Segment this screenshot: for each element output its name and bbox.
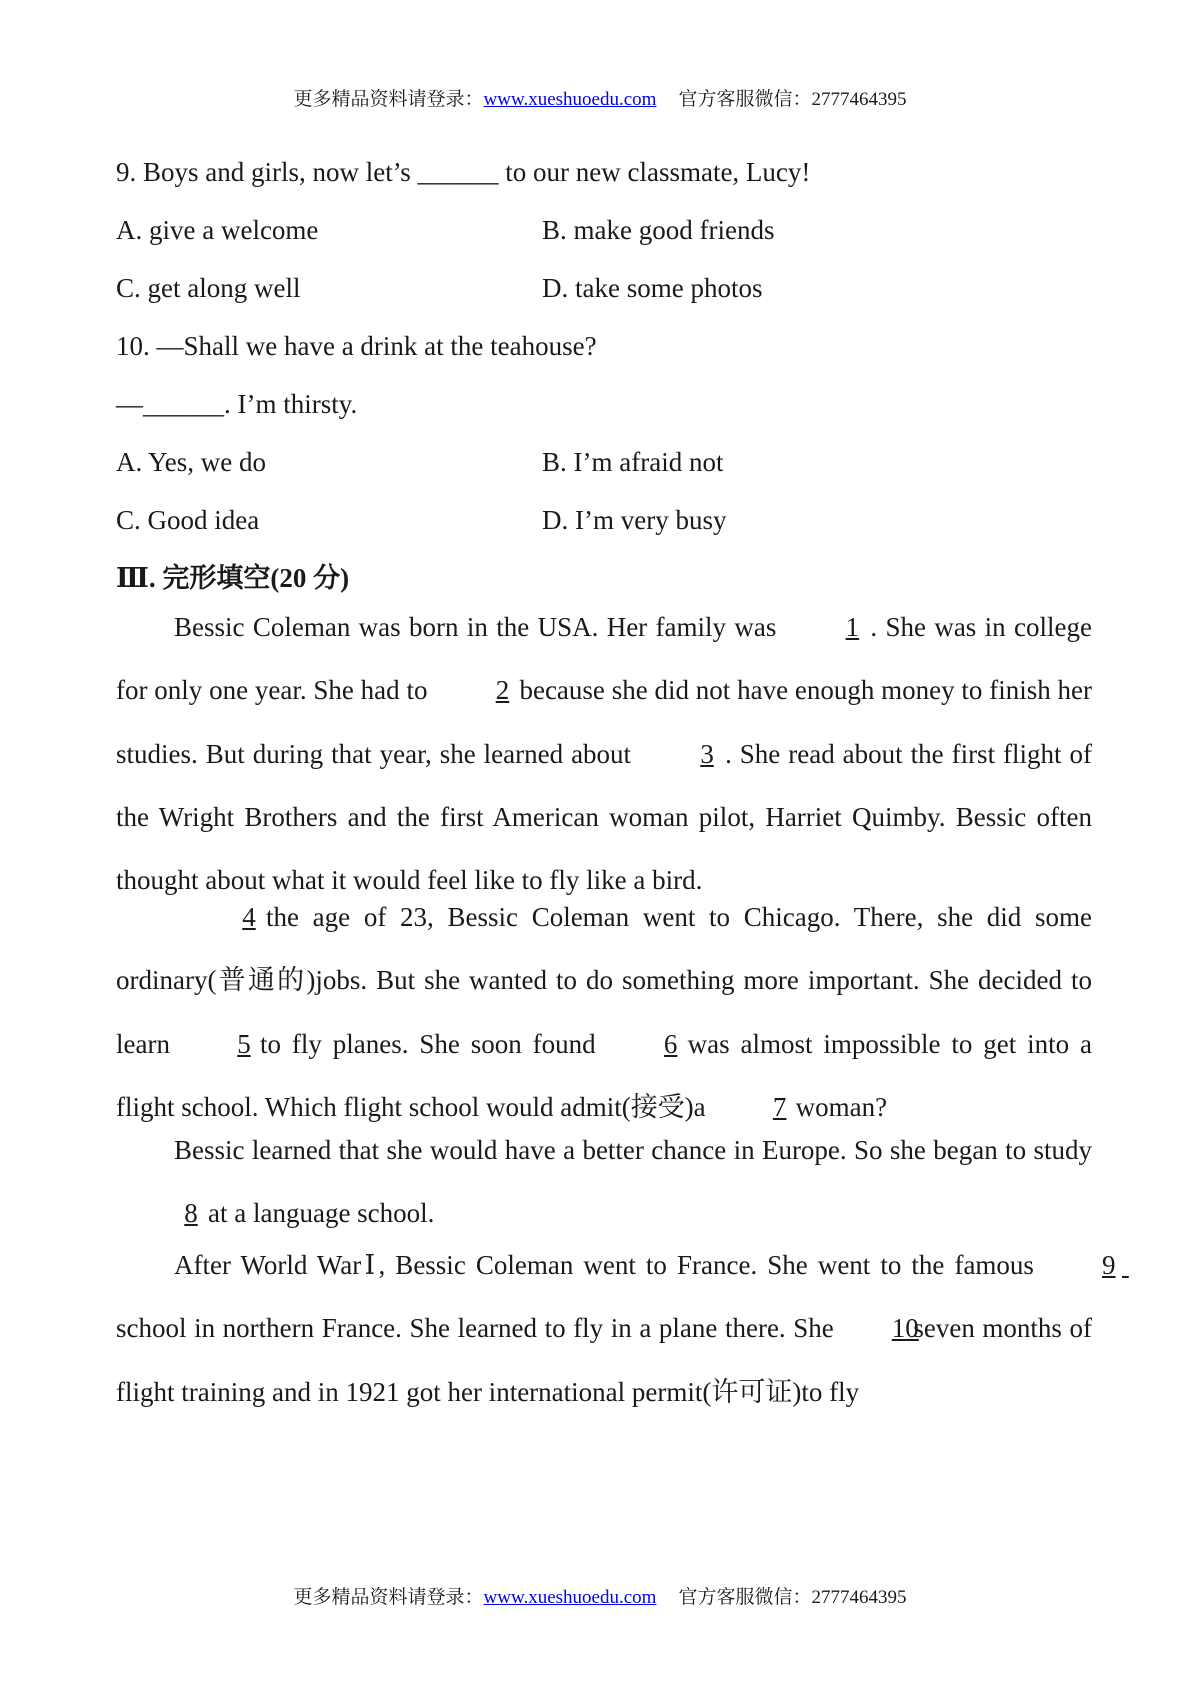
passage-text: seven months of flight training and in 1921 got her international permit(许可证)to fly <box>116 1313 1093 1407</box>
q10-option-a: A. Yes, we do <box>116 447 267 477</box>
blank-1: 1 <box>845 612 860 642</box>
blank-2: 2 <box>495 675 510 706</box>
blank-4: 4 <box>242 902 256 932</box>
footer-text: 更多精品资料请登录： <box>293 1587 484 1608</box>
passage-text: Bessic learned that she would have a better chance in Europe. So she began to study <box>174 1135 1092 1165</box>
header-link[interactable]: www.xueshuoedu.com <box>483 89 657 110</box>
passage-text: at a language school. <box>208 1198 435 1229</box>
passage-text: After World WarⅠ, Bessic Coleman went to France. She went to the famous <box>174 1250 1034 1280</box>
q10-option-b: B. I’m afraid not <box>542 447 724 477</box>
passage-text: school in northern France. She learned to fly in a plane there. She <box>116 1313 834 1344</box>
q10-reply: —______. I’m thirsty. <box>116 389 358 419</box>
q9-option-d: D. take some photos <box>542 273 763 303</box>
passage-paragraph-4 <box>116 1234 1116 1424</box>
blank-3: 3 <box>700 738 714 769</box>
blank-10: 10 <box>891 1313 919 1344</box>
passage-text: was almost impossible to get into a flight school. Which flight school would admit(接受)a <box>116 1028 1092 1122</box>
passage-text: Bessic Coleman was born in the USA. Her family was <box>174 612 777 642</box>
footer-link[interactable]: www.xueshuoedu.com <box>483 1587 657 1608</box>
q10-stem: 10. —Shall we have a drink at the teahouse? <box>116 331 597 361</box>
passage-text: to fly planes. She soon found <box>259 1028 596 1059</box>
q9-option-a: A. give a welcome <box>116 215 319 245</box>
passage-text: the age of 23, Bessic Coleman went to Chicago. There, she did some ordinary(普通的)jobs. But she wanted to do something more important. She decided to learn <box>116 902 1092 1059</box>
passage-text: woman? <box>795 1091 888 1122</box>
q10-option-d: D. I’m very busy <box>542 505 727 535</box>
page-header <box>0 88 1200 112</box>
passage-text: . She was in college for only one year. She had to <box>116 612 1092 706</box>
q9-option-c: C. get along well <box>116 273 301 303</box>
passage-text: . She read about the first flight of the Wright Brothers and the first American woman pilot, Harriet Quimby. Bessic often thought about what it would feel like to fly like a bird. <box>116 738 1092 896</box>
blank-9: 9 <box>1102 1250 1116 1280</box>
blank-6: 6 <box>663 1028 678 1059</box>
header-service: 官方客服微信：2777464395 <box>678 89 907 110</box>
blank-5: 5 <box>237 1028 251 1059</box>
q10-option-c: C. Good idea <box>116 505 260 535</box>
page-footer <box>0 1586 1200 1610</box>
passage-paragraph-1 <box>116 596 1092 912</box>
footer-service: 官方客服微信：2777464395 <box>678 1587 907 1608</box>
q9-option-b: B. make good friends <box>542 215 775 245</box>
blank-8: 8 <box>184 1198 198 1229</box>
passage-paragraph-2 <box>116 886 1092 1139</box>
section-heading: Ⅲ. 完形填空(20 分) <box>116 563 350 593</box>
passage-paragraph-3 <box>116 1119 1092 1246</box>
blank-9-underline <box>1064 1234 1092 1297</box>
blank-7: 7 <box>772 1091 787 1122</box>
header-text: 更多精品资料请登录： <box>293 89 484 110</box>
passage-text: because she did not have enough money to finish her studies. But during that year, she learned about <box>116 675 1092 769</box>
q9-stem: 9. Boys and girls, now let’s ______ to our new classmate, Lucy! <box>116 157 811 187</box>
